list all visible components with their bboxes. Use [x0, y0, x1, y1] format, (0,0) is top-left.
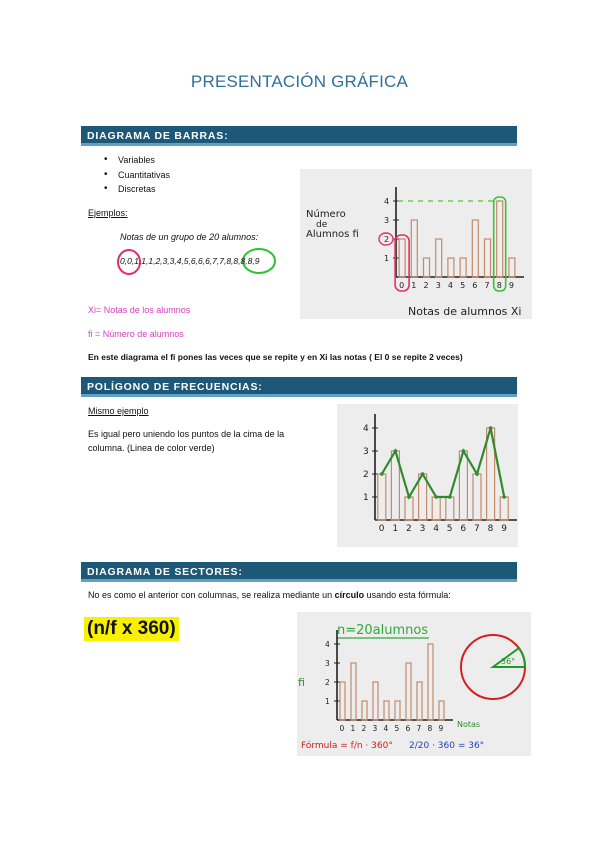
y-tick-label: 2: [363, 470, 369, 480]
bar-chart: [300, 169, 532, 319]
fi-definition: fi = Número de alumnos: [88, 329, 184, 339]
x-tick-label: 4: [383, 724, 389, 733]
x-tick-label: 0: [399, 281, 405, 290]
x-tick-label: 0: [339, 724, 345, 733]
bar: [399, 239, 405, 277]
y-tick-label: 1: [384, 254, 390, 263]
frequency-point: [489, 426, 493, 430]
bar: [362, 701, 367, 720]
frequency-point: [394, 449, 398, 453]
bar: [497, 201, 503, 277]
y-tick-label: 2: [384, 235, 390, 244]
bar: [460, 258, 466, 277]
section-heading-poligono: POLÍGONO DE FRECUENCIAS:: [81, 377, 517, 397]
list-item: • Variables: [88, 153, 170, 168]
x-tick-label: 1: [411, 281, 417, 290]
variables-list: [88, 153, 170, 197]
bar: [428, 644, 433, 720]
example-data: 0,0,1,1,1,2,3,3,4,5,6,6,6,7,7,8,8,8,8,9: [120, 256, 260, 266]
bar: [384, 701, 389, 720]
bar: [500, 497, 508, 520]
x-tick-label: 7: [484, 281, 490, 290]
bar: [473, 474, 481, 520]
bar: [424, 258, 430, 277]
bar: [432, 497, 440, 520]
bar: [436, 239, 442, 277]
fi-label: fi: [298, 676, 305, 689]
example-data-block: [112, 248, 292, 276]
x-tick-label: 2: [406, 524, 412, 534]
y-tick-label: 3: [325, 659, 330, 668]
x-tick-label: 9: [438, 724, 444, 733]
bar: [439, 701, 444, 720]
y-tick-label: 1: [325, 697, 330, 706]
y-tick-label: 4: [384, 197, 390, 206]
list-item: • Cuantitativas: [88, 168, 170, 183]
bar: [395, 701, 400, 720]
example-line: 2/20 · 360 = 36°: [409, 741, 485, 751]
x-tick-label: 4: [433, 524, 439, 534]
formula-line: Fórmula = f/n · 360°: [301, 741, 393, 751]
frequency-point: [407, 495, 411, 499]
sectores-text-part: No es como el anterior con columnas, se realiza mediante un: [88, 590, 335, 600]
x-tick-label: 4: [447, 281, 453, 290]
x-tick-label: 3: [435, 281, 441, 290]
bar: [448, 258, 454, 277]
bar: [411, 220, 417, 277]
x-tick-label: 8: [487, 524, 494, 534]
bar: [485, 239, 491, 277]
x-tick-label: 2: [361, 724, 367, 733]
n-label: n=20alumnos: [337, 623, 429, 638]
chart1-ylabel-line3: Alumnos fi: [306, 229, 359, 240]
sectores-text-bold: círculo: [334, 590, 365, 600]
notas-label: Notas: [457, 720, 481, 729]
sectores-text: [88, 590, 451, 600]
poligono-text: Es igual pero uniendo los puntos de la cima de la columna. (Linea de color verde): [88, 429, 285, 453]
x-tick-label: 7: [474, 524, 480, 534]
formula-highlight: (n/f x 360): [84, 617, 179, 641]
x-tick-label: 6: [460, 524, 467, 534]
x-tick-label: 5: [460, 281, 466, 290]
x-tick-label: 8: [427, 724, 433, 733]
bar-chart-figure: [300, 169, 532, 319]
bar: [472, 220, 478, 277]
angle-label: 36°: [501, 657, 516, 666]
x-tick-label: 1: [392, 524, 399, 534]
x-tick-label: 5: [394, 724, 400, 733]
x-tick-label: 7: [416, 724, 422, 733]
bar: [419, 474, 427, 520]
x-tick-label: 6: [405, 724, 411, 733]
list-item: • Discretas: [88, 182, 170, 197]
frequency-point: [434, 495, 438, 499]
poligono-subtitle: Mismo ejemplo: [88, 406, 149, 416]
bar: [373, 682, 378, 720]
section-heading-barras: DIAGRAMA DE BARRAS:: [81, 126, 517, 146]
frequency-point: [421, 472, 425, 476]
y-tick-label: 3: [363, 447, 369, 457]
x-tick-label: 2: [423, 281, 429, 290]
sector-chart: [297, 612, 531, 756]
frequency-line: [382, 428, 504, 497]
x-tick-label: 0: [378, 524, 385, 534]
page-title: PRESENTACIÓN GRÁFICA: [190, 72, 409, 91]
y-tick-label: 4: [325, 640, 330, 649]
bar: [351, 663, 356, 720]
example-caption: Notas de un grupo de 20 alumnos:: [120, 232, 259, 242]
polygon-chart-figure: [337, 404, 518, 547]
ejemplos-label: Ejemplos:: [88, 208, 128, 218]
frequency-point: [448, 495, 452, 499]
frequency-point: [462, 449, 466, 453]
y-tick-label: 2: [325, 678, 330, 687]
y-tick-label: 1: [363, 493, 369, 503]
bar: [446, 497, 454, 520]
x-tick-label: 5: [446, 524, 453, 534]
x-tick-label: 3: [372, 724, 378, 733]
bar: [405, 497, 413, 520]
sectores-text-part: usando esta fórmula:: [364, 590, 451, 600]
bar: [406, 663, 411, 720]
sector-chart-figure: [297, 612, 531, 756]
bar-chart-explanation: En este diagrama el fi pones las veces que se repite y en Xi las notas ( El 0 se repite 2 veces): [88, 352, 463, 362]
chart1-ylabel-line2: de: [316, 220, 328, 230]
bar: [340, 682, 345, 720]
x-tick-label: 6: [472, 281, 478, 290]
x-tick-label: 9: [501, 524, 507, 534]
xi-definition: Xi= Notas de los alumnos: [88, 305, 191, 315]
section-heading-sectores: DIAGRAMA DE SECTORES:: [81, 562, 517, 582]
frequency-point: [502, 495, 506, 499]
y-tick-label: 4: [363, 424, 369, 434]
polygon-chart: [337, 404, 518, 547]
bar: [417, 682, 422, 720]
chart1-xlabel: Notas de alumnos Xi: [408, 305, 522, 318]
x-tick-label: 9: [508, 281, 514, 290]
x-tick-label: 1: [350, 724, 356, 733]
frequency-point: [380, 472, 384, 476]
y-tick-label: 3: [384, 216, 390, 225]
chart1-ylabel-line1: Número: [306, 209, 346, 220]
x-tick-label: 8: [496, 281, 502, 290]
x-tick-label: 3: [419, 524, 426, 534]
frequency-point: [475, 472, 479, 476]
bar: [509, 258, 515, 277]
bar: [378, 474, 386, 520]
